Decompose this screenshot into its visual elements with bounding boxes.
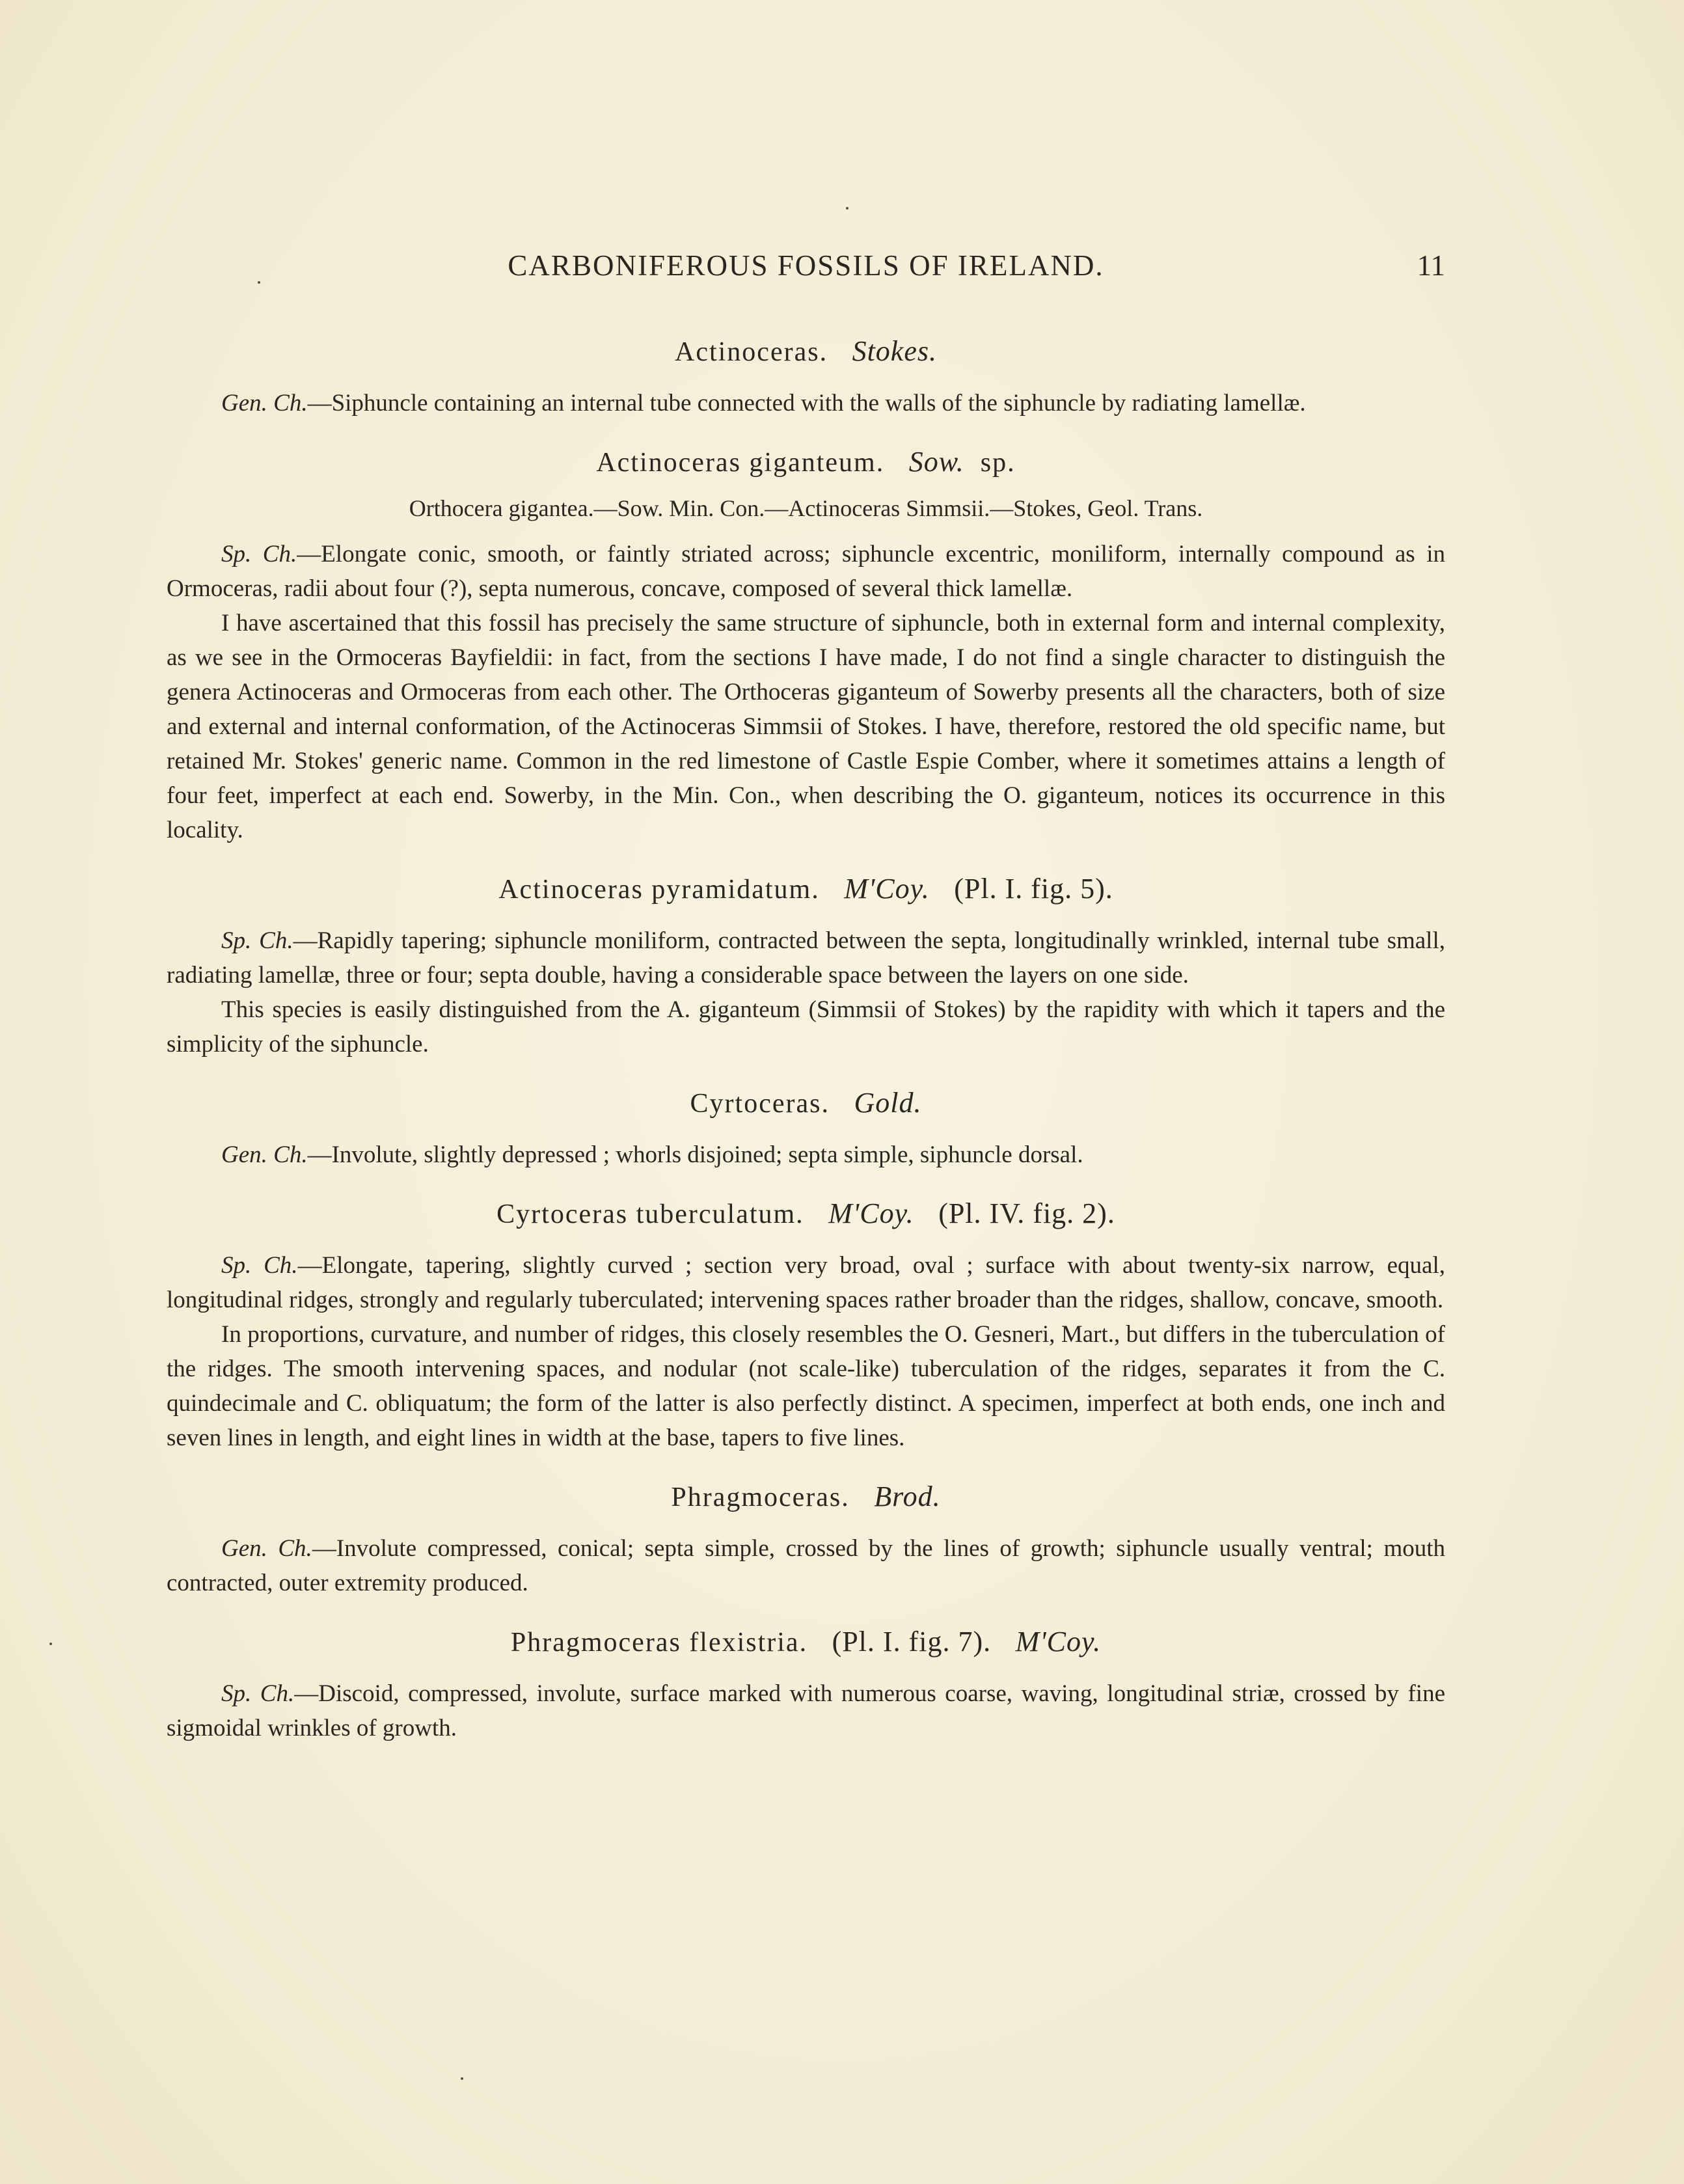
sp-ch-label: Sp. Ch. — [221, 927, 293, 954]
authority: M'Coy. — [844, 873, 930, 905]
plate-reference: (Pl. I. fig. 5). — [954, 873, 1113, 905]
page-number: 11 — [1417, 249, 1445, 282]
species-heading-tuberculatum — [167, 1194, 1445, 1234]
sp-ch-text: —Elongate conic, smooth, or faintly striated across; siphuncle excentric, moniliform, internally compound as in Ormoceras, radii about four (?), septa numerous, concave, composed of several thick lamellæ. — [167, 541, 1445, 602]
paper-speck — [846, 207, 849, 210]
genus-name: Cyrtoceras. — [690, 1089, 830, 1119]
specific-characters-tuberculatum — [167, 1248, 1445, 1317]
authority: M'Coy. — [828, 1197, 914, 1229]
text-block — [167, 332, 1445, 1745]
discussion-giganteum: I have ascertained that this fossil has precisely the same structure of siphuncle, both in external form and internal complexity, as we see in the Ormoceras Bayfieldii: in fact, from the sections I have made, I do not find a single character to distinguish the genera Actinoceras and Ormoceras from each other. The Orthoceras giganteum of Sowerby presents all the characters, both of size and external and internal conformation, of the Actinoceras Simmsii of Stokes. I have, therefore, restored the old specific name, but retained Mr. Stokes' generic name. Common in the red limestone of Castle Espie Comber, where it sometimes attains a length of four feet, imperfect at each end. Sowerby, in the Min. Con., when describing the O. giganteum, notices its occurrence in this locality. — [167, 610, 1445, 843]
gen-ch-label: Gen. Ch. — [221, 1141, 308, 1168]
sp-ch-label: Sp. Ch. — [221, 541, 297, 567]
synonymy-line: Orthocera gigantea.—Sow. Min. Con.—Actinoceras Simmsii.—Stokes, Geol. Trans. — [409, 495, 1203, 521]
gen-ch-text: —Siphuncle containing an internal tube connected with the walls of the siphuncle by radiating lamellæ. — [307, 390, 1306, 416]
genus-heading-cyrtoceras — [167, 1084, 1445, 1123]
gen-ch-text: —Involute, slightly depressed ; whorls disjoined; septa simple, siphuncle dorsal. — [307, 1141, 1083, 1168]
sp-ch-label: Sp. Ch. — [221, 1252, 298, 1279]
gen-ch-label: Gen. Ch. — [221, 1535, 312, 1562]
discussion-pyramidatum: This species is easily distinguished from the A. giganteum (Simmsii of Stokes) by the rapidity with which it tapers and the simplicity of the siphuncle. — [167, 996, 1445, 1058]
generic-characters-cyrtoceras — [167, 1138, 1445, 1172]
running-title: CARBONIFEROUS FOSSILS OF IRELAND. — [508, 249, 1104, 282]
species-heading-flexistria — [167, 1622, 1445, 1662]
genus-name: Actinoceras. — [675, 337, 828, 367]
sp-ch-text: —Rapidly tapering; siphuncle moniliform, contracted between the septa, longitudinally wrinkled, internal tube small, radiating lamellæ, three or four; septa double, having a considerable space between the layers on one side. — [167, 927, 1445, 989]
genus-heading-phragmoceras — [167, 1477, 1445, 1517]
specific-characters-giganteum — [167, 537, 1445, 606]
paper-speck — [258, 281, 260, 284]
species-heading-giganteum — [167, 443, 1445, 482]
running-head — [167, 246, 1445, 285]
sp-ch-text: —Elongate, tapering, slightly curved ; section very broad, oval ; surface with about twenty-six narrow, equal, longitudinal ridges, strongly and regularly tuberculated; intervening spaces rather broader than the ridges, shallow, concave, smooth. — [167, 1252, 1445, 1313]
sp-ch-label: Sp. Ch. — [221, 1680, 295, 1707]
generic-characters-actinoceras — [167, 386, 1445, 420]
genus-name: Phragmoceras. — [671, 1482, 850, 1512]
species-name: Cyrtoceras tuberculatum. — [496, 1199, 804, 1229]
authority: Sow. — [908, 446, 964, 478]
discussion-tuberculatum: In proportions, curvature, and number of ridges, this closely resembles the O. Gesneri, Mart., but differs in the tuberculation of the ridges. The smooth intervening spaces, and nodular (not scale-like) tuberculation of the ridges, separates it from the C. quindecimale and C. obliquatum; the form of the latter is also perfectly distinct. A specimen, imperfect at both ends, one inch and seven lines in length, and eight lines in width at the base, tapers to five lines. — [167, 1321, 1445, 1451]
authority: Brod. — [874, 1481, 941, 1512]
plate-reference: (Pl. IV. fig. 2). — [938, 1197, 1115, 1229]
specific-characters-flexistria — [167, 1676, 1445, 1745]
authority: Stokes. — [852, 335, 937, 367]
paper-speck — [49, 1643, 52, 1645]
genus-heading-actinoceras — [167, 332, 1445, 372]
specific-characters-pyramidatum — [167, 923, 1445, 992]
species-name: Actinoceras pyramidatum. — [498, 875, 820, 905]
authority: Gold. — [854, 1087, 922, 1119]
gen-ch-label: Gen. Ch. — [221, 390, 308, 416]
paper-speck — [461, 2077, 463, 2080]
species-name: Actinoceras giganteum. — [596, 448, 885, 478]
gen-ch-text: —Involute compressed, conical; septa simple, crossed by the lines of growth; siphuncle usually ventral; mouth contracted, outer extremity produced. — [167, 1535, 1445, 1596]
sp-ch-text: —Discoid, compressed, involute, surface marked with numerous coarse, waving, longitudinal striæ, crossed by fine sigmoidal wrinkles of growth. — [167, 1680, 1445, 1741]
species-heading-pyramidatum — [167, 869, 1445, 909]
plate-reference: (Pl. I. fig. 7). — [832, 1626, 992, 1658]
species-name: Phragmoceras flexistria. — [510, 1628, 808, 1658]
authority: M'Coy. — [1015, 1626, 1102, 1658]
generic-characters-phragmoceras — [167, 1531, 1445, 1600]
species-suffix: sp. — [980, 448, 1016, 478]
